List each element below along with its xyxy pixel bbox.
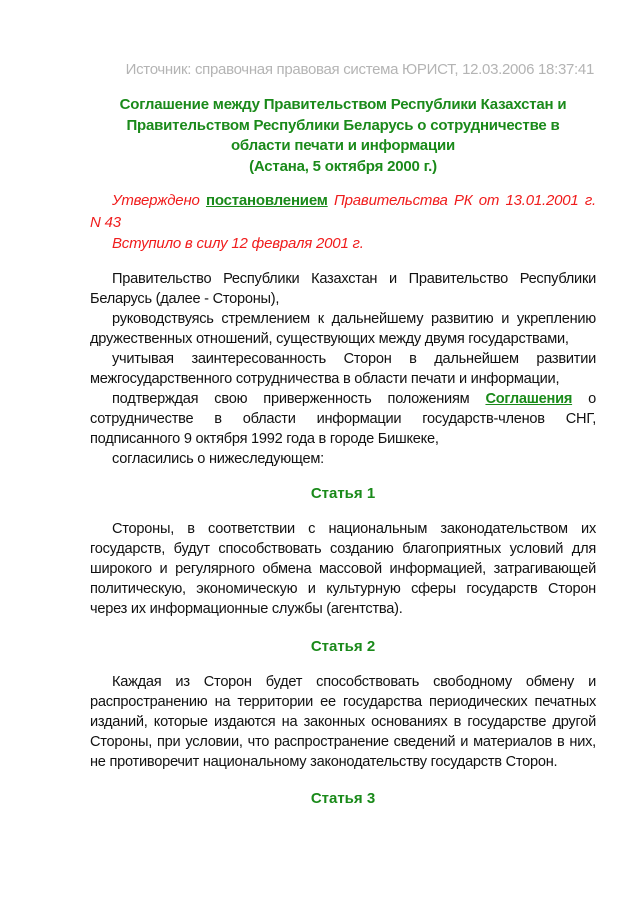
title-line: области печати и информации [230,137,456,154]
paragraph: Стороны, в соответствии с национальным законодательством их государств, будут способствовать созданию благоприятных условий для широкого и регулярного обмена массовой информацией, затрагивающей политическую, экономическую и культурную сферы государств Сторон через их информационные службы (агентства). [90,521,596,617]
title-line: Соглашение между Правительством Республики Казахстан и [119,96,567,113]
paragraph: учитывая заинтересованность Сторон в дальнейшем развитии межгосударственного сотрудничества в области печати и информации, [90,351,596,387]
article-3-heading: Статья 3 [310,790,376,807]
title-date: (Астана, 5 октября 2000 г.) [249,157,437,175]
article-2-text [90,672,596,772]
paragraph [90,389,596,449]
title-line: Правительством Республики Беларусь о сотрудничестве в [126,116,560,134]
decree-link[interactable]: постановлением [205,192,328,209]
article-1-heading: Статья 1 [310,485,376,502]
approval-prefix: Утверждено [112,192,206,209]
effective-date: Вступило в силу 12 февраля 2001 г. [112,235,364,252]
paragraph: Правительство Республики Казахстан и Правительство Республики Беларусь (далее - Стороны), [90,271,596,307]
agreement-link[interactable]: Соглашения [485,391,573,407]
approval-suffix: Правительства РК от 13.01.2001 г. N 43 [90,192,596,231]
preamble [90,269,596,469]
article-1-text [90,519,596,619]
document-title [90,95,596,177]
approval-note [90,190,596,255]
paragraph: руководствуясь стремлением к дальнейшему развитию и укреплению дружественных отношений, существующих между двумя государствами, [90,311,596,347]
paragraph: согласились о нижеследующем: [112,451,324,467]
paragraph: Каждая из Сторон будет способствовать свободному обмену и распространению на территории ее государства периодических печатных изданий, которые издаются на законных основаниях в государстве другой Стороны, при условии, что распространение сведений и материалов в них, не противоречит национальному законодательству государств Сторон. [90,674,596,770]
text: о сотрудничестве в области информации государств-членов СНГ, подписанного 9 октября 1992 года в городе Бишкеке, [90,391,597,447]
text: подтверждая свою приверженность положениям [112,391,486,407]
article-2-heading: Статья 2 [310,638,376,655]
source-line: Источник: справочная правовая система ЮРИСТ, 12.03.2006 18:37:41 [125,61,594,78]
